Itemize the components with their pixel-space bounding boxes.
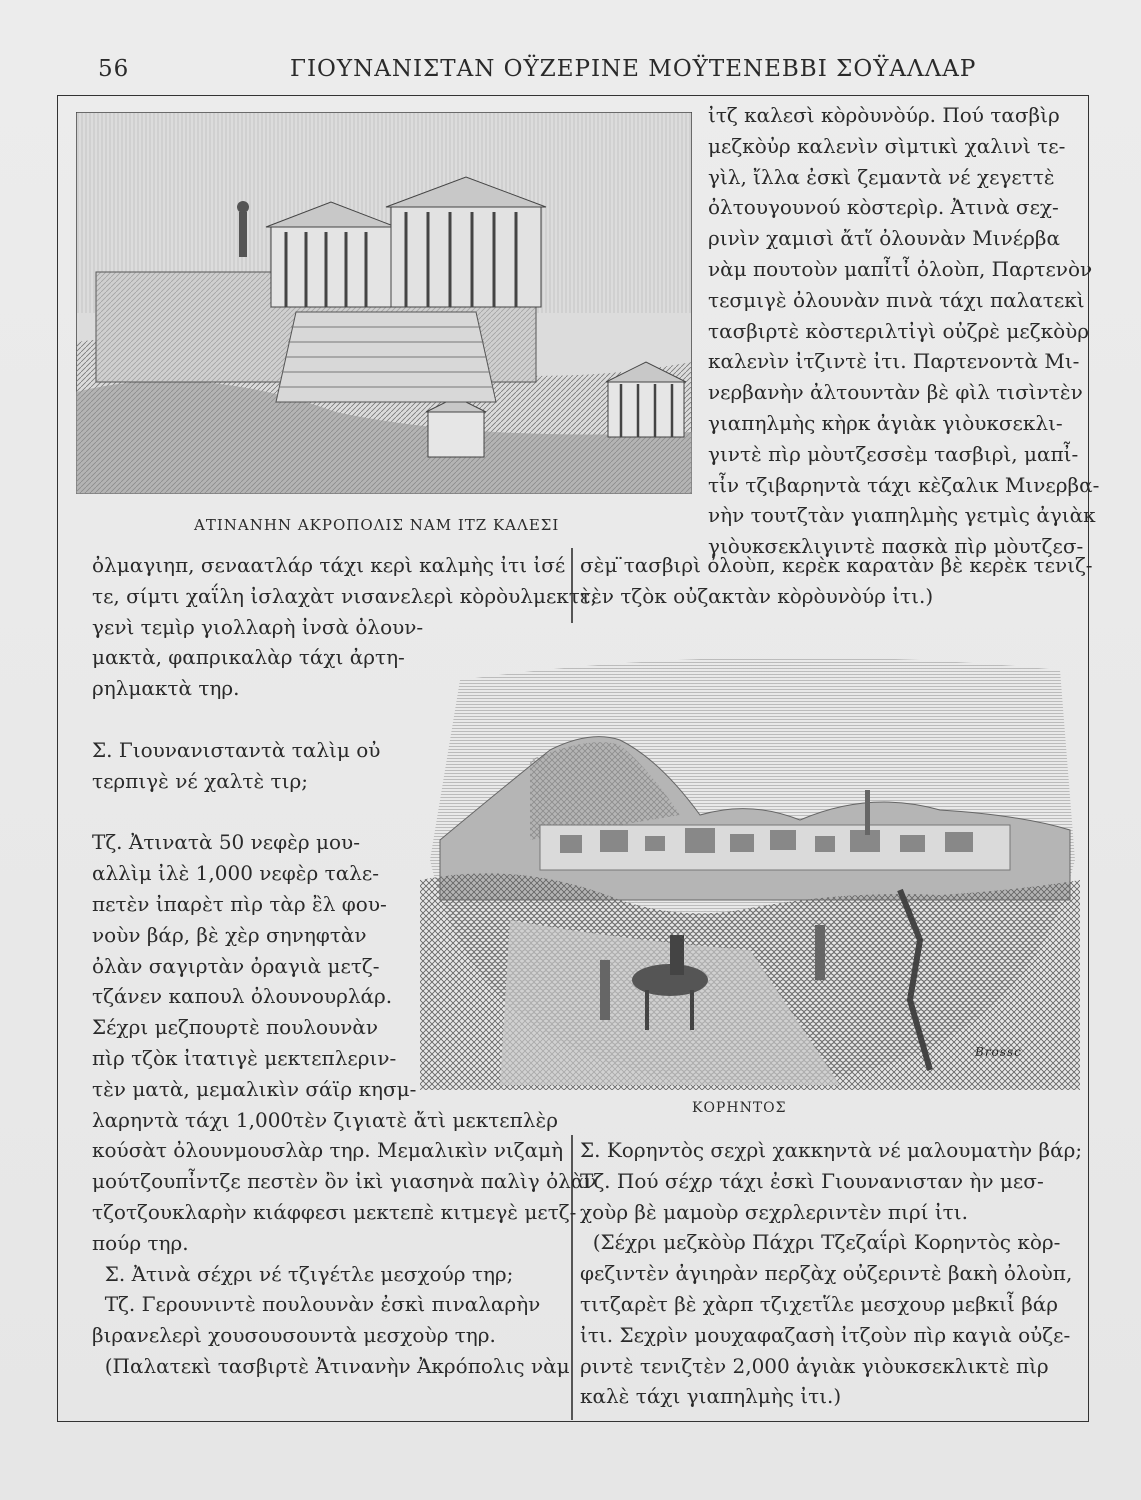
text-line: καλὲ τάχι γιαπηλμὴς ἰτι.) bbox=[580, 1384, 842, 1409]
engraver-signature: Brossc bbox=[975, 1045, 1022, 1059]
text-line: βιρανελερὶ χουσουσουντὰ μεσχοὺρ τηρ. bbox=[92, 1323, 496, 1348]
right-column-mid-text bbox=[580, 550, 1093, 612]
text-line: ρηλμακτὰ τηρ. bbox=[92, 676, 240, 701]
text-line: Σέχρι μεζπουρτὲ πουλουνὰν bbox=[92, 1015, 379, 1040]
running-header bbox=[98, 56, 1083, 96]
text-line: γιὸυκσεκλιγιντὲ πασκὰ πὶρ μὸυτζεσ- bbox=[708, 534, 1084, 559]
text-line: τιτζαρὲτ βὲ χὰρπ τζιχετἵλε μεσχουρ μεβκιἶ βάρ bbox=[580, 1291, 1059, 1316]
text-line: ρινὶν χαμισὶ ἄτἵ ὀλουνὰν Μινέρβα bbox=[708, 226, 1060, 251]
text-line: Σ. Ἀτινὰ σέχρι νέ τζιγέτλε μεσχούρ τηρ; bbox=[92, 1261, 514, 1286]
acropolis-engraving bbox=[76, 112, 692, 494]
text-line: πούρ τηρ. bbox=[92, 1230, 189, 1255]
text-line: τὲν τζὸκ οὐζακτὰν κὸρὸυνὸύρ ἰτι.) bbox=[580, 583, 934, 608]
text-line: Τζ. Γερουνιντὲ πουλουνὰν ἐσκὶ πιναλαρὴν bbox=[92, 1292, 541, 1317]
text-line bbox=[92, 797, 596, 828]
right-column-bottom-text bbox=[580, 1135, 1082, 1412]
text-line: αλλὶμ ἰλὲ 1,000 νεφὲρ ταλε- bbox=[92, 861, 380, 886]
right-column-top-text bbox=[708, 100, 1099, 562]
text-line: τζοτζουκλαρὴν κιάφφεσι μεκτεπὲ κιτμεγὲ μετζ- bbox=[92, 1199, 577, 1224]
page-number: 56 bbox=[98, 56, 130, 82]
text-line: τὲν ματὰ, μεμαλικὶν σάϊρ κησμ- bbox=[92, 1076, 417, 1101]
text-line: νοὺν βάρ, βὲ χὲρ σηνηφτὰν bbox=[92, 922, 367, 947]
text-line: μεζκὸὐρ καλενὶν σὶμτικὶ χαλινὶ τε- bbox=[708, 133, 1066, 158]
text-line: γὶλ, ἴλλα ἐσκὶ ζεμαντὰ νέ χεγεττὲ bbox=[708, 164, 1055, 189]
text-line: τἶν τζιβαρηντὰ τάχι κὲζαλικ Μινερβα- bbox=[708, 472, 1100, 497]
text-line: τε, σίμτι χαΐλη ἰσλαχὰτ νισανελερὶ κὸρὸυλμεκτὲ, bbox=[92, 583, 597, 608]
text-line: γενὶ τεμὶρ γιολλαρὴ ἰνσὰ ὀλουν- bbox=[92, 614, 424, 639]
text-line: ὀλμαγιηπ, σεναατλάρ τάχι κερὶ καλμὴς ἰτι ἰσέ bbox=[92, 553, 566, 577]
text-line: τασβιρτὲ κὸστεριλτἰγὶ οὐζρὲ μεζκὸὺρ bbox=[708, 318, 1090, 343]
corinth-caption: ΚΟΡΗΝΤΟΣ bbox=[692, 1100, 787, 1116]
text-line: (Παλατεκὶ τασβιρτὲ Ἀτινανὴν Ἀκρόπολις νὰμ bbox=[92, 1353, 570, 1378]
text-line: τεσμιγὲ ὀλουνὰν πινὰ τάχι παλατεκὶ bbox=[708, 287, 1085, 312]
text-line: γιαπηλμὴς κὴρκ ἀγιὰκ γιὸυκσεκλι- bbox=[708, 410, 1063, 435]
acropolis-caption: ΑΤΙΝΑΝΗΝ ΑΚΡΟΠΟΛΙΣ ΝΑΜ ΙΤΖ ΚΑΛΕΣΙ bbox=[194, 516, 560, 534]
text-line: φεζιντὲν ἀγιηρὰν περζὰχ οὐζεριντὲ βακὴ ὀλοὺπ, bbox=[580, 1261, 1073, 1286]
text-line: κούσὰτ ὀλουνμουσλὰρ τηρ. Μεμαλικὶν νιζαμὴ bbox=[92, 1138, 564, 1163]
text-line: Σ. Γιουνανισταντὰ ταλὶμ οὐ bbox=[92, 738, 381, 762]
text-line: Τζ. Ἀτινατὰ 50 νεφὲρ μου- bbox=[92, 830, 360, 855]
text-line: μακτὰ, φαπρικαλὰρ τάχι ἀρτη- bbox=[92, 645, 405, 670]
text-line: ὀλτουγουνού κὸστερὶρ. Ἀτινὰ σεχ- bbox=[708, 195, 1059, 220]
left-column-qa-text bbox=[92, 735, 596, 1382]
text-line: τερπιγὲ νέ χαλτὲ τιρ; bbox=[92, 768, 308, 793]
text-line: Τζ. Πού σέχρ τάχι ἐσκὶ Γιουνανισταν ὴν μεσ- bbox=[580, 1168, 1044, 1193]
text-line: μούτζουπἶντζε πεστὲν ὂν ἰκὶ γιασηνὰ παλὶγ ὀλὰν bbox=[92, 1169, 597, 1194]
text-line: πὶρ τζὸκ ἰτατιγὲ μεκτεπλεριν- bbox=[92, 1045, 397, 1070]
running-title: ΓΙΟΥΝΑΝΙΣΤΑΝ ΟΫΖΕΡΙΝΕ ΜΟΫΤΕΝΕΒΒΙ ΣΟΫΑΛΛΑΡ bbox=[290, 56, 977, 82]
text-line: ἰτζ καλεσὶ κὸρὸυνὸύρ. Πού τασβὶρ bbox=[708, 103, 1060, 127]
text-line: ἰτι. Σεχρὶν μουχαφαζασὴ ἰτζοὺν πὶρ καγιὰ οὐζε- bbox=[580, 1322, 1071, 1347]
text-line: νὴν τουτζτὰν γιαπηλμὴς γετμὶς ἀγιὰκ bbox=[708, 503, 1096, 528]
text-line: Σ. Κορηντὸς σεχρὶ χακκηντὰ νέ μαλουματὴν βάρ; bbox=[580, 1138, 1083, 1162]
text-line: σὲμ ̈τασβιρὶ ὀλοὺπ, κερὲκ καρατὰν βὲ κερὲκ τενιζ- bbox=[580, 553, 1093, 577]
text-line: ριντὲ τενιζτὲν 2,000 ἀγιὰκ γιὸυκσεκλικτὲ πὶρ bbox=[580, 1353, 1049, 1378]
text-line: χοὺρ βὲ μαμοὺρ σεχρλεριντὲν πιρί ἰτι. bbox=[580, 1199, 968, 1224]
text-line: νερβανὴν ἀλτουντὰν βὲ φὶλ τισὶντὲν bbox=[708, 380, 1083, 405]
text-line: πετὲν ἰπαρὲτ πὶρ τὰρ ἒλ φου- bbox=[92, 891, 387, 916]
text-line: γιντὲ πὶρ μὸυτζεσσὲμ τασβιρὶ, μαπἶ- bbox=[708, 441, 1079, 466]
text-line: νὰμ πουτοὺν μαπἶτἶ ὀλοὺπ, Παρτενὸν bbox=[708, 256, 1093, 281]
text-line: (Σέχρι μεζκὸὺρ Πάχρι Τζεζαΐρὶ Κορηντὸς κὸρ- bbox=[580, 1230, 1061, 1255]
text-line: ὀλὰν σαγιρτὰν ὀραγιὰ μετζ- bbox=[92, 953, 380, 978]
text-line: λαρηντὰ τάχι 1,000τὲν ζιγιατὲ ἄτὶ μεκτεπλὲρ bbox=[92, 1107, 558, 1132]
text-line: καλενὶν ἰτζιντὲ ἰτι. Παρτενοντὰ Μι- bbox=[708, 349, 1080, 374]
text-line: τζάνεν καπουλ ὀλουνουρλάρ. bbox=[92, 984, 393, 1009]
